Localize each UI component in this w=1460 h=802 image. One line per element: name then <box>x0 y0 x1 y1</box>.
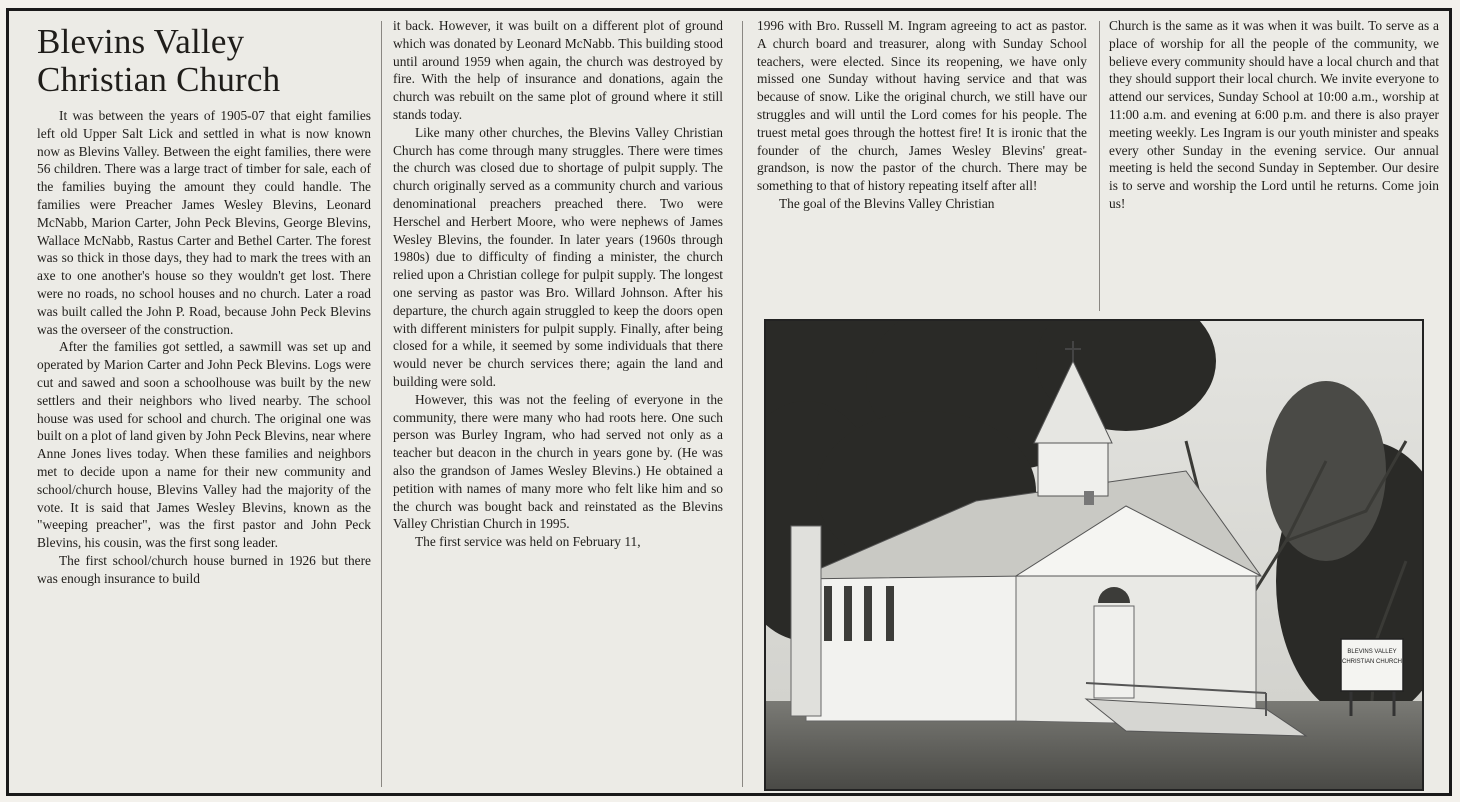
article-column-4 <box>1109 17 1439 317</box>
church-photo-illustration <box>766 321 1422 789</box>
column-divider <box>1099 21 1100 311</box>
paragraph: After the families got settled, a sawmill was set up and operated by Marion Carter and John Peck Blevins. Logs were cut and sawed and soon a schoolhouse was built by the new settlers and their neighbors who lived nearby. The school house was used for school and church. The original one was built on a plot of land given by John Peck Blevins, near where Anne Jones lives today. When these families and neighbors met to decide upon a name for their new community and school/church house, Blevins Valley had the majority of the vote. It is said that James Wesley Blevins, known as the "weeping preacher", was the first pastor and John Peck Blevins, his cousin, was the first song leader. <box>37 339 371 551</box>
sign-text-line-2: CHRISTIAN CHURCH <box>1342 659 1402 665</box>
paragraph: The first service was held on February 11, <box>415 534 641 550</box>
column-divider <box>742 21 743 787</box>
column-divider <box>381 21 382 787</box>
newspaper-clipping <box>6 8 1452 796</box>
article-column-2 <box>393 17 723 789</box>
headline-line-2: Christian Church <box>37 60 281 99</box>
paragraph: It was between the years of 1905-07 that eight families left old Upper Salt Lick and settled in what is now known now as Blevins Valley. Between the eight families, there were 56 children. There was a large tract of timber for sale, each of the families buying the amount they could handle. The families were Preacher James Wesley Blevins, Leonard McNabb, Marion Carter, John Peck Blevins, George Blevins, Wallace McNabb, Rastus Carter and Bethel Carter. The forest was so thick in those days, they had to mark the trees with an axe to one another's house so they wouldn't get lost. There were no roads, no school houses and no church. Later a road was built called the John P. Road, because John Peck Blevins was the overseer of the construction. <box>37 108 371 337</box>
paragraph: However, this was not the feeling of everyone in the community, there were many who had roots here. One such person was Burley Ingram, who had served not only as a teacher but deacon in the church in years gone by. (He was also the grandson of James Wesley Blevins.) He obtained a petition with names of many more who felt like him and so the church was bought back and reinstated as the Blevins Valley Christian Church in 1995. <box>393 391 723 532</box>
paragraph: The first school/church house burned in 1926 but there was enough insurance to build <box>37 552 371 586</box>
paragraph: 1996 with Bro. Russell M. Ingram agreeing to act as pastor. A church board and treasurer, along with Sunday School teachers, were elected. Since its reopening, we have only missed one Sunday without having service and that was because of snow. Like the original church, we still have our struggles and will until the Lord comes for his people. The truest metal goes through the hottest fire! It is ironic that the founder of the church, James Wesley Blevins' great-grandson, is now the pastor of the church. There may be something to that of history repeating itself after all! <box>757 18 1087 194</box>
article-headline <box>37 23 371 99</box>
paragraph: it back. However, it was built on a different plot of ground which was donated by Leonard McNabb. This building stood until around 1959 when again, the church was destroyed by fire. With the help of insurance and donations, again the church was rebuilt on the same plot of ground where it still stands today. <box>393 18 723 122</box>
paragraph: The goal of the Blevins Valley Christian <box>779 195 995 211</box>
church-photo <box>764 319 1424 791</box>
article-column-1 <box>37 23 371 795</box>
sign-text-line-1: BLEVINS VALLEY <box>1347 649 1397 655</box>
article-column-3 <box>757 17 1087 317</box>
headline-line-1: Blevins Valley <box>37 23 245 61</box>
paragraph: Like many other churches, the Blevins Valley Christian Church has come through many struggles. There were times the church was closed due to shortage of pulpit supply. The church originally served as a community church and various denominational preachers preached there. Two were Herschel and Herbert Moore, who were nephews of James Wesley Blevins, the founder. In later years (1960s through 1980s) due to difficulty of finding a minister, the church relied upon a Christian college for pulpit supply. The longest one serving as pastor was Bro. Willard Johnson. After his departure, the church again struggled to keep the doors open with different ministers for pulpit supply. Finally, after being closed for a while, it seemed by some individuals that there would never be church services there; again the land and building were sold. <box>393 124 723 389</box>
paragraph: Church is the same as it was when it was built. To serve as a place of worship for all the people of the community, we believe every community should have a local church and that they should support their local church. We invite everyone to attend our services, Sunday School at 10:00 a.m., worship at 11:00 a.m. and evening at 6:00 p.m. and there is also prayer meeting weekly. Les Ingram is our youth minister and speaks every other Sunday in the evening service. Our annual meeting is held the second Sunday in September. Our desire is to serve and worship the Lord until he returns. Come join us! <box>1109 18 1439 211</box>
